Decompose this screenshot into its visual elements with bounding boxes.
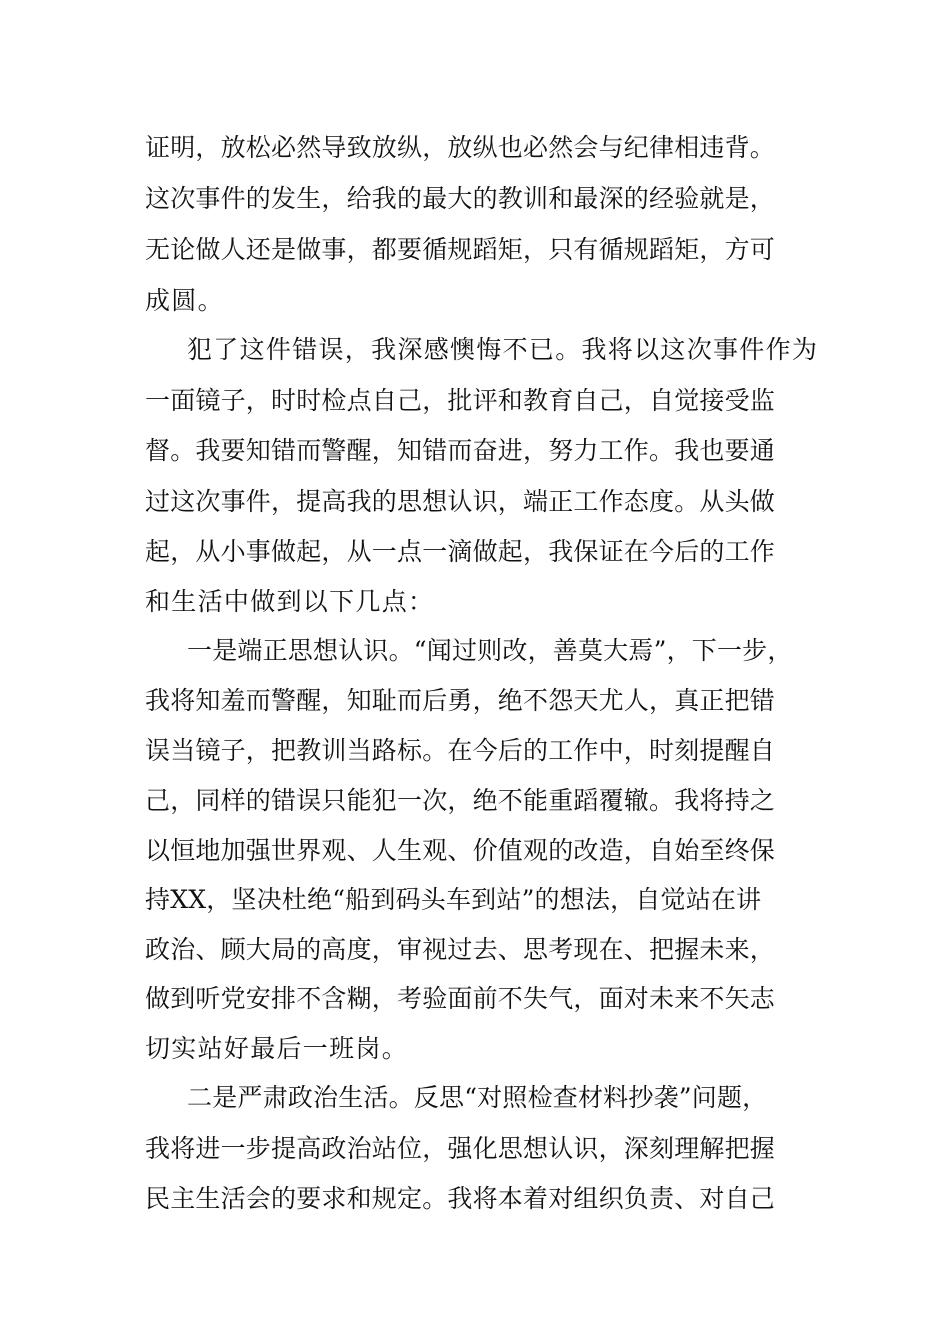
text-line: 督。我要知错而警醒，知错而奋进，努力工作。我也要通	[145, 436, 776, 465]
text-line: 成圆。	[145, 286, 224, 315]
text-line: 做到听党安排不含糊，考验面前不失气，面对未来不矢志	[145, 984, 776, 1013]
paragraph-first-line: 犯了这件错误，我深感懊悔不已。我将以这次事件作为	[187, 335, 819, 364]
text-line: 一面镜子，时时检点自己，批评和教育自己，自觉接受监	[145, 386, 776, 415]
text-line: 持XX，坚决杜绝“船到码头车到站”的想法，自觉站在讲	[145, 885, 762, 914]
text-line: 无论做人还是做事，都要循规蹈矩，只有循规蹈矩，方可	[145, 235, 776, 264]
text-line: 这次事件的发生，给我的最大的教训和最深的经验就是，	[145, 184, 776, 213]
text-line: 证明，放松必然导致放纵，放纵也必然会与纪律相违背。	[145, 133, 776, 162]
text-line: 政治、顾大局的高度，审视过去、思考现在、把握未来，	[145, 935, 776, 964]
text-line: 我将知羞而警醒，知耻而后勇，绝不怨天尤人，真正把错	[145, 686, 776, 715]
text-line: 民主生活会的要求和规定。我将本着对组织负责、对自己	[145, 1184, 776, 1213]
paragraph-first-line: 二是严肃政治生活。反思“对照检查材料抄袭”问题，	[187, 1083, 768, 1112]
text-line: 我将进一步提高政治站位，强化思想认识，深刻理解把握	[145, 1134, 776, 1163]
paragraph-first-line: 一是端正思想认识。“闻过则改，善莫大焉”，下一步，	[187, 636, 793, 665]
text-line: 和生活中做到以下几点：	[145, 587, 435, 616]
text-line: 切实站好最后一班岗。	[145, 1034, 409, 1063]
text-line: 过这次事件，提高我的思想认识，端正工作态度。从头做	[145, 487, 776, 516]
text-line: 误当镜子，把教训当路标。在今后的工作中，时刻提醒自	[145, 736, 776, 765]
text-line: 起，从小事做起，从一点一滴做起，我保证在今后的工作	[145, 537, 776, 566]
text-line: 以恒地加强世界观、人生观、价值观的改造，自始至终保	[145, 836, 776, 865]
text-line: 己，同样的错误只能犯一次，绝不能重蹈覆辙。我将持之	[145, 786, 776, 815]
